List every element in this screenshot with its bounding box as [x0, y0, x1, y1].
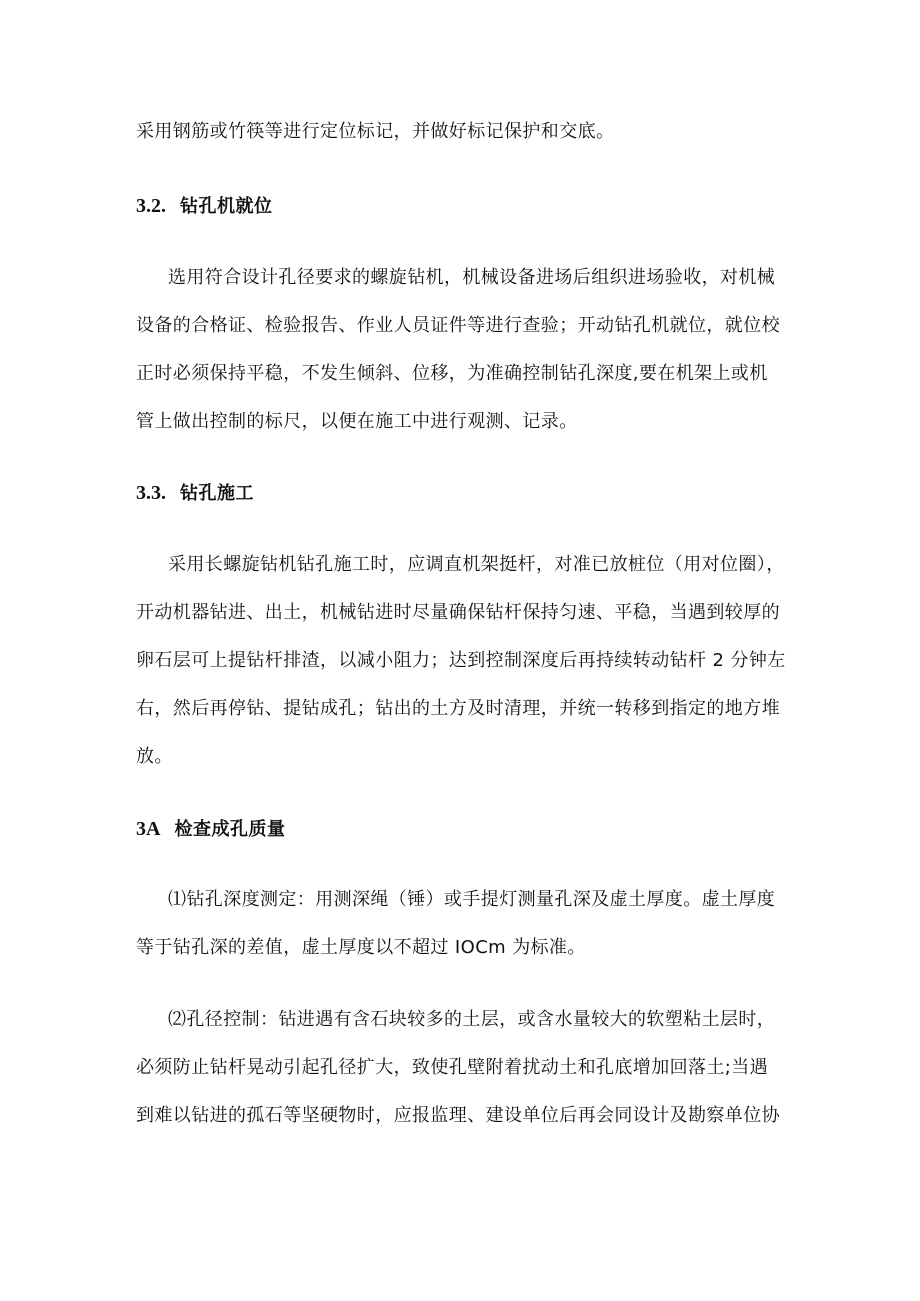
section-title: 检查成孔质量: [174, 819, 286, 840]
paragraph-line: 设备的合格证、检验报告、作业人员证件等进行查验；开动钻孔机就位，就位校: [136, 315, 780, 336]
paragraph-line: 采用钢筋或竹筷等进行定位标记，并做好标记保护和交底。: [136, 121, 615, 142]
section-title: 钻孔施工: [180, 483, 254, 504]
list-item-line: 到难以钻进的孤石等坚硬物时，应报监理、建设单位后再会同设计及勘察单位协: [136, 1105, 780, 1126]
paragraph-line: 采用长螺旋钻机钻孔施工时，应调直机架挺杆，对准已放桩位（用对位圈），: [168, 554, 785, 575]
paragraph-line: 正时必须保持平稳，不发生倾斜、位移，为准确控制钻孔深度,要在机架上或机: [136, 363, 768, 384]
list-item-line: 必须防止钻杆晃动引起孔径扩大，致使孔壁附着扰动土和孔底增加回落土;当遇: [136, 1057, 769, 1078]
paragraph-line: 右，然后再停钻、提钻成孔；钻出的土方及时清理，并统一转移到指定的地方堆: [136, 698, 780, 719]
list-item-line: ⑵孔径控制：钻进遇有含石块较多的土层，或含水量较大的软塑粘土层时，: [168, 1009, 776, 1030]
section-number: 3.2.: [136, 195, 166, 217]
paragraph-line: 放。: [136, 746, 173, 767]
section-title: 钻孔机就位: [180, 196, 273, 217]
paragraph-line: 开动机器钻进、出土，机械钻进时尽量确保钻杆保持匀速、平稳，当遇到较厚的: [136, 602, 780, 623]
list-item-line: 等于钻孔深的差值，虚土厚度以不超过 IOCm 为标准。: [136, 937, 586, 958]
section-heading: [136, 194, 273, 219]
section-heading: [136, 481, 254, 506]
section-heading: [136, 817, 285, 842]
paragraph-line: 卵石层可上提钻杆排渣，以减小阻力；达到控制深度后再持续转动钻杆 2 分钟左: [136, 650, 786, 671]
paragraph-line: 管上做出控制的标尺，以便在施工中进行观测、记录。: [136, 411, 578, 432]
section-number: 3.3.: [136, 482, 166, 504]
list-item-line: ⑴钻孔深度测定：用测深绳（锤）或手提灯测量孔深及虚土厚度。虚土厚度: [168, 889, 776, 910]
section-number: 3A: [136, 818, 161, 840]
paragraph-line: 选用符合设计孔径要求的螺旋钻机，机械设备进场后组织进场验收，对机械: [168, 267, 776, 288]
